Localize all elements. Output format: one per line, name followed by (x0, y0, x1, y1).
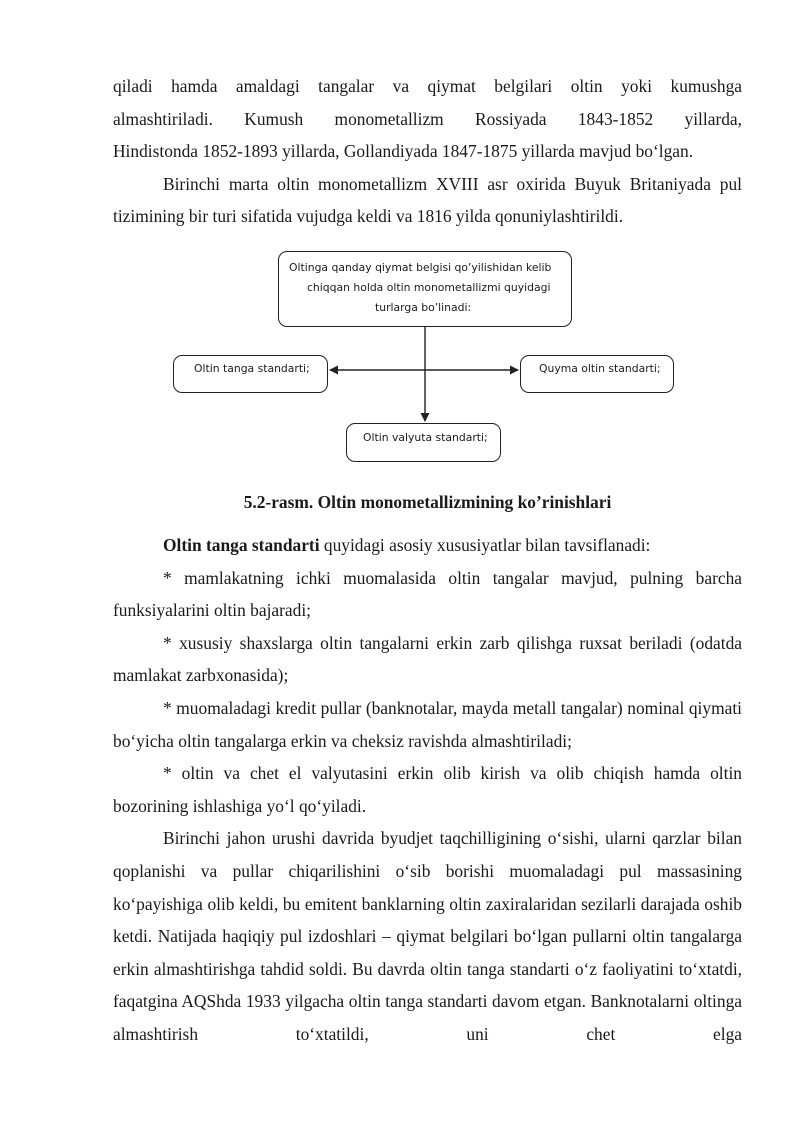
bullet-item: * muomaladagi kredit pullar (banknotalar, mayda metall tangalar) nominal qiymati bo‘yicha oltin tangalarga erkin va cheksiz ravishda almashtiriladi; (113, 697, 742, 751)
final-paragraph: Birinchi jahon urushi davrida byudjet taqchilligining o‘sishi, ularni qarzlar bilan qoplanishi va pullar chiqarilishini o‘sib borishi muomaladagi pul massasining ko‘payishiga olib keldi, bu emitent banklarning oltin zaxiralaridan sezilarli darajada oshib ketdi. Natijada haqiqiy pul izdoshlari – qiymat belgilari bo‘lgan pullarni oltin tangalarga erkin almashtirishga tahdid soldi. Bu davrda oltin tanga standarti o‘z faoliyatini to‘xtatdi, faqatgina AQShda 1933 yilgacha oltin tanga standarti davom etgan. Banknotalarni oltinga almashtirish to‘xtatildi, uni chet elga (113, 828, 742, 1044)
diagram-root-line: Oltinga qanday qiymat belgisi qo’yilishidan kelib (289, 261, 552, 274)
paragraph-line: Hindistonda 1852-1893 yillarda, Gollandiyada 1847-1875 yillarda mavjud bo‘lgan. (113, 141, 694, 162)
diagram-box-gold-coin: Oltin tanga standarti; (173, 355, 328, 393)
bullet-item: * oltin va chet el valyutasini erkin olib kirish va olib chiqish hamda oltin bozorining ishlashiga yo‘l qo‘yiladi. (113, 763, 742, 816)
intro-text: quyidagi asosiy xususiyatlar bilan tavsiflanadi: (319, 535, 651, 555)
diagram-root-box (278, 251, 572, 327)
top-text (113, 70, 742, 233)
diagram-root-line: turlarga bo’linadi: (375, 301, 472, 314)
figure-caption: 5.2-rasm. Oltin monometallizmining ko’rinishlari (243, 492, 612, 512)
bullet-item: * mamlakatning ichki muomalasida oltin tangalar mavjud, pulning barcha funksiyalarini oltin bajaradi; (113, 567, 742, 621)
paragraph-line: almashtiriladi. Kumush monometallizm Rossiyada 1843-1852 yillarda, (113, 108, 742, 129)
body-text (113, 529, 742, 1051)
bullet-item: * xususiy shaxslarga oltin tangalarni erkin zarb qilishga ruxsat beriladi (odatda mamlakat zarbxonasida); (113, 632, 742, 686)
diagram-box-gold-exchange: Oltin valyuta standarti; (346, 423, 501, 462)
intro-term: Oltin tanga standarti (163, 535, 320, 555)
paragraph: Birinchi marta oltin monometallizm XVIII asr oxirida Buyuk Britaniyada pul tizimining bir turi sifatida vujudga keldi va 1816 yilda qonuniylashtirildi. (113, 173, 742, 227)
diagram-box-gold-bullion: Quyma oltin standarti; (520, 355, 674, 393)
diagram-root-line: chiqqan holda oltin monometallizmi quyidagi (307, 281, 551, 294)
intro-paragraph (113, 529, 742, 562)
paragraph-line: qiladi hamda amaldagi tangalar va qiymat belgilari oltin yoki kumushga (113, 76, 742, 96)
classification-diagram (150, 245, 710, 470)
